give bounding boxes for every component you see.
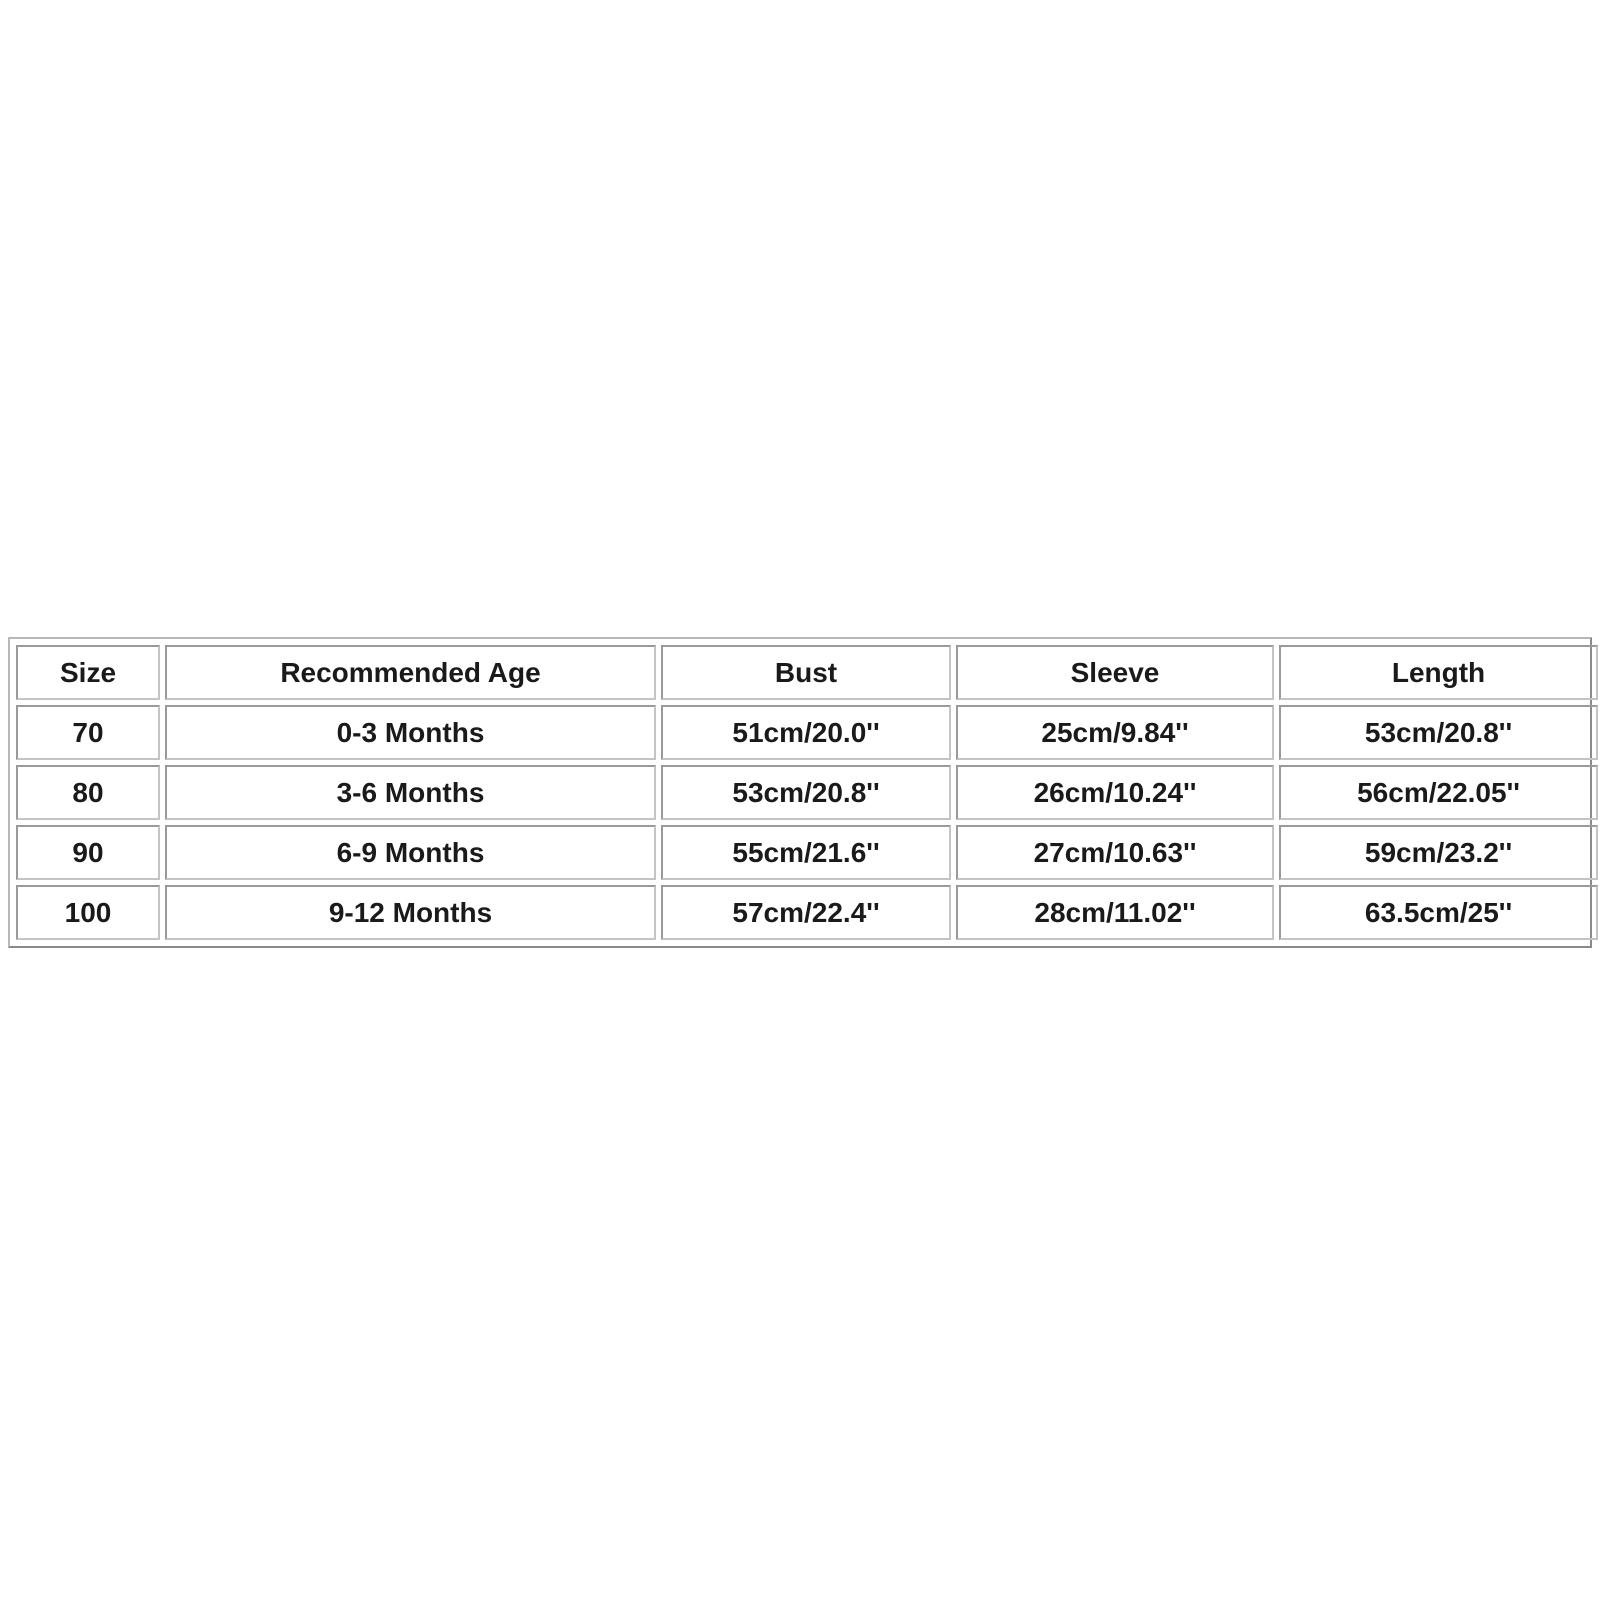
size-chart-table — [11, 640, 1600, 945]
cell-size: 90 — [16, 825, 160, 880]
cell-size: 100 — [16, 885, 160, 940]
cell-length: 56cm/22.05'' — [1279, 765, 1598, 820]
cell-age: 3-6 Months — [165, 765, 656, 820]
table-header-row — [16, 645, 1598, 700]
cell-age: 9-12 Months — [165, 885, 656, 940]
table-row — [16, 885, 1598, 940]
cell-sleeve: 26cm/10.24'' — [956, 765, 1274, 820]
cell-age: 0-3 Months — [165, 705, 656, 760]
cell-bust: 57cm/22.4'' — [661, 885, 951, 940]
cell-length: 59cm/23.2'' — [1279, 825, 1598, 880]
table-row — [16, 765, 1598, 820]
cell-age: 6-9 Months — [165, 825, 656, 880]
cell-size: 70 — [16, 705, 160, 760]
cell-bust: 55cm/21.6'' — [661, 825, 951, 880]
cell-sleeve: 28cm/11.02'' — [956, 885, 1274, 940]
header-bust: Bust — [661, 645, 951, 700]
header-length: Length — [1279, 645, 1598, 700]
cell-sleeve: 25cm/9.84'' — [956, 705, 1274, 760]
cell-sleeve: 27cm/10.63'' — [956, 825, 1274, 880]
header-size: Size — [16, 645, 160, 700]
cell-length: 53cm/20.8'' — [1279, 705, 1598, 760]
table-row — [16, 705, 1598, 760]
size-chart — [8, 637, 1592, 948]
cell-size: 80 — [16, 765, 160, 820]
header-sleeve: Sleeve — [956, 645, 1274, 700]
table-row — [16, 825, 1598, 880]
cell-bust: 53cm/20.8'' — [661, 765, 951, 820]
cell-length: 63.5cm/25'' — [1279, 885, 1598, 940]
cell-bust: 51cm/20.0'' — [661, 705, 951, 760]
header-recommended-age: Recommended Age — [165, 645, 656, 700]
